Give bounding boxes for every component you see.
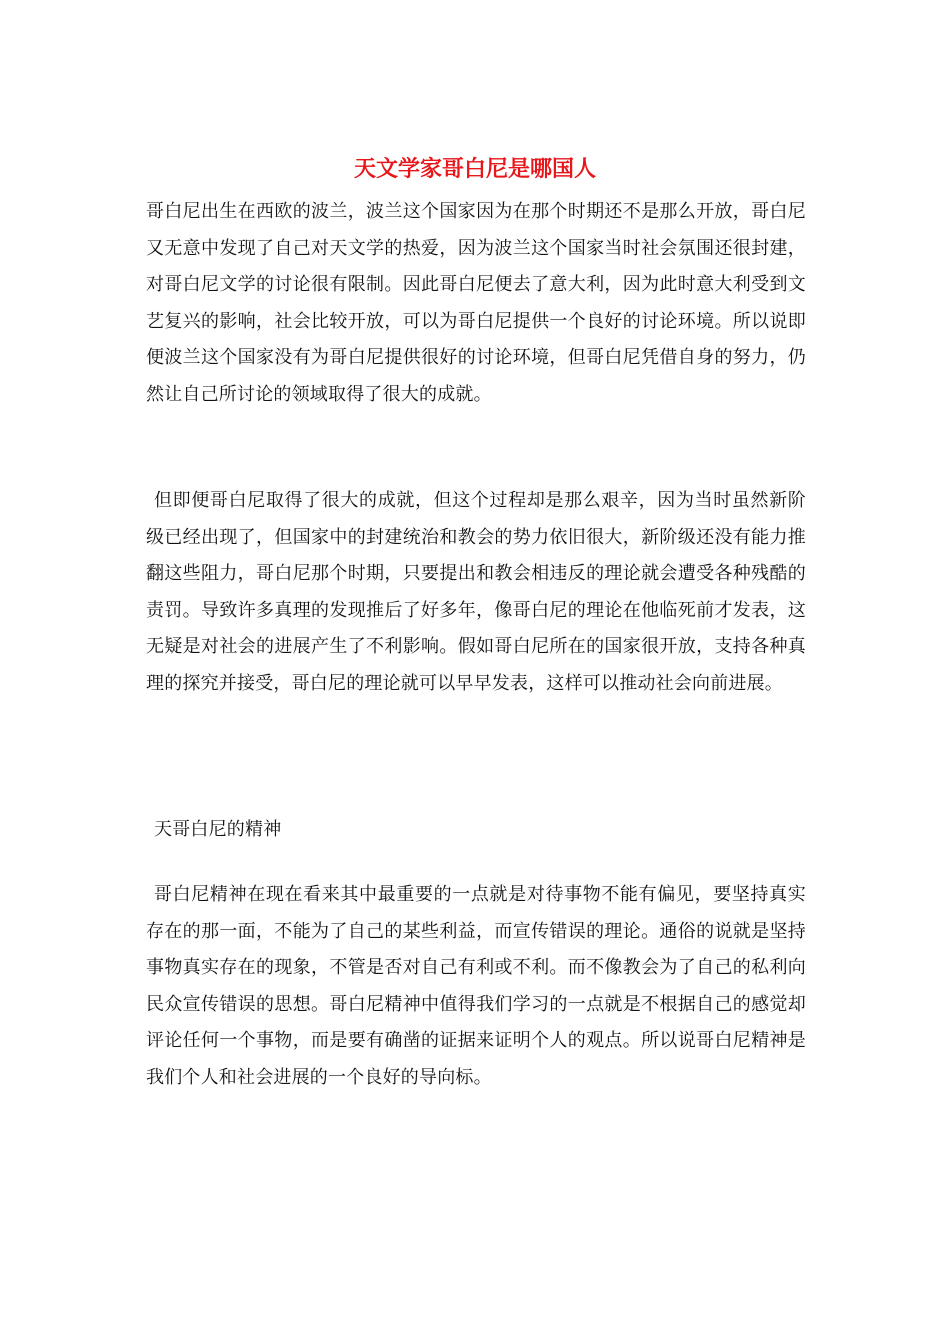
paragraph-birthplace: 哥白尼出生在西欧的波兰，波兰这个国家因为在那个时期还不是那么开放，哥白尼又无意中发现了自己对天文学的热爱，因为波兰这个国家当时社会氛围还很封建，对哥白尼文学的讨论很有限制。因此哥白尼便去了意大利，因为此时意大利受到文艺复兴的影响，社会比较开放，可以为哥白尼提供一个良好的讨论环境。所以说即便波兰这个国家没有为哥白尼提供很好的讨论环境，但哥白尼凭借自身的努力，仍然让自己所讨论的领域取得了很大的成就。 (146, 201, 806, 405)
paragraph-hardship: 但即便哥白尼取得了很大的成就，但这个过程却是那么艰辛，因为当时虽然新阶级已经出现了，但国家中的封建统治和教会的势力依旧很大，新阶级还没有能力推翻这些阻力，哥白尼那个时期，只要提出和教会相违反的理论就会遭受各种残酷的责罚。导致许多真理的发现推后了好多年，像哥白尼的理论在他临死前才发表，这无疑是对社会的进展产生了不利影响。假如哥白尼所在的国家很开放，支持各种真理的探究并接受，哥白尼的理论就可以早早发表，这样可以推动社会向前进展。 (146, 490, 806, 694)
section-heading-spirit: 天哥白尼的精神 (154, 819, 282, 840)
paragraph-spirit: 哥白尼精神在现在看来其中最重要的一点就是对待事物不能有偏见，要坚持真实存在的那一面，不能为了自己的某些利益，而宣传错误的理论。通俗的说就是坚持事物真实存在的现象，不管是否对自己有利或不利。而不像教会为了自己的私利向民众宣传错误的思想。哥白尼精神中值得我们学习的一点就是不根据自己的感觉却评论任何一个事物，而是要有确凿的证据来证明个人的观点。所以说哥白尼精神是我们个人和社会进展的一个良好的导向标。 (146, 884, 806, 1088)
document-title: 天文学家哥白尼是哪国人 (353, 156, 596, 182)
